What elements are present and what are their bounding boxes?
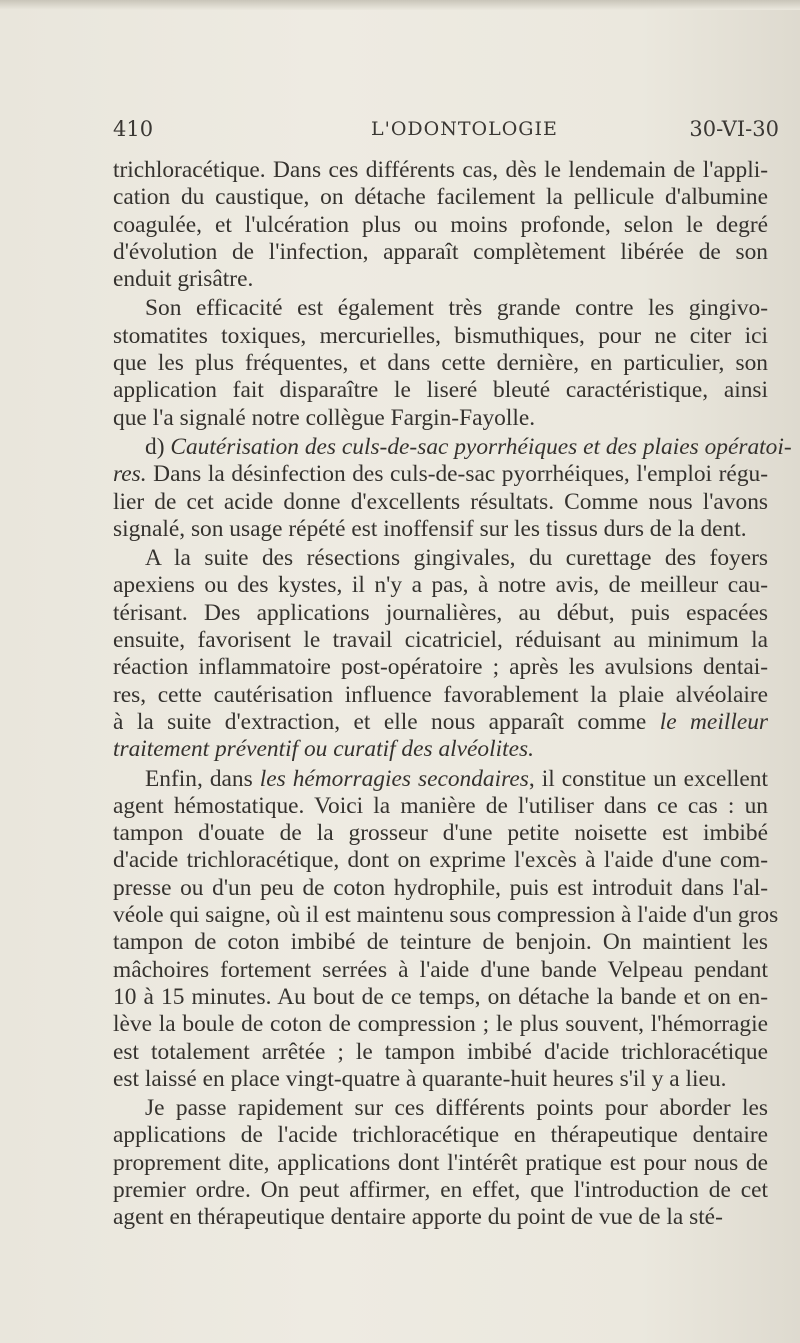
text-line	[113, 350, 768, 377]
issue-date: 30-VI-30	[689, 117, 779, 141]
paragraph	[113, 157, 768, 293]
text-run: premier ordre. On peut affirmer, en effet, que l'introduction de cet	[113, 1176, 768, 1203]
text-run: tampon de coton imbibé de teinture de benjoin. On maintient les	[113, 929, 768, 956]
text-line	[113, 184, 768, 211]
text-run: est totalement arrêtée ; le tampon imbibé d'acide trichloracétique	[113, 1038, 768, 1065]
text-line	[113, 295, 768, 322]
text-line	[113, 1204, 768, 1231]
text-run: ensuite, favorisent le travail cicatriciel, réduisant au minimum la	[113, 627, 768, 654]
text-line	[113, 516, 768, 543]
text-line	[113, 957, 768, 984]
text-line	[113, 682, 768, 709]
text-line	[113, 1150, 768, 1177]
text-run: agent en thérapeutique dentaire apporte du point de vue de la sté-	[113, 1204, 723, 1231]
text-run: applications de l'acide trichloracétique en thérapeutique dentaire	[113, 1122, 768, 1149]
text-line	[113, 212, 768, 239]
text-run: A la suite des résections gingivales, du curettage des foyers	[145, 545, 768, 572]
italic-text: traitement préventif ou curatif des alvéolites.	[113, 736, 534, 763]
text-run: agent hémostatique. Voici la manière de l'utiliser dans ce cas : un	[113, 792, 768, 819]
text-line	[113, 1066, 768, 1093]
text-line	[113, 902, 779, 929]
text-line	[113, 984, 768, 1011]
text-line	[113, 157, 768, 184]
text-line	[113, 600, 768, 627]
text-run: cation du caustique, on détache facilement la pellicule d'albumine	[113, 184, 768, 211]
journal-title: L'ODONTOLOGIE	[371, 118, 558, 140]
text-run: réaction inflammatoire post-opératoire ; après les avulsions dentai-	[113, 654, 768, 681]
text-run: tampon d'ouate de la grosseur d'une petite noisette est imbibé	[113, 820, 768, 847]
text-line	[113, 820, 768, 847]
text-line	[113, 572, 768, 599]
text-line	[113, 489, 768, 516]
paragraph	[113, 433, 792, 543]
text-run: presse ou d'un peu de coton hydrophile, puis est introduit dans l'al-	[113, 874, 768, 901]
text-line	[113, 929, 768, 956]
text-line	[113, 766, 768, 793]
paragraph	[113, 545, 768, 763]
text-line	[113, 627, 768, 654]
text-line	[113, 545, 768, 572]
text-run: stomatites toxiques, mercurielles, bismuthiques, pour ne citer ici	[113, 322, 768, 349]
italic-text: Cautérisation des culs-de-sac pyorrhéiques et des plaies opératoi-	[170, 433, 792, 460]
text-run: à la suite d'extraction, et elle nous apparaît comme	[113, 708, 660, 735]
text-line	[113, 323, 768, 350]
text-line	[113, 847, 768, 874]
paragraph	[113, 1095, 768, 1231]
paragraph	[113, 295, 768, 431]
text-run: res, cette cautérisation influence favorablement la plaie alvéolaire	[113, 681, 768, 708]
text-run: Dans la désinfection des culs-de-sac pyorrhéiques, l'emploi régu-	[146, 461, 768, 488]
paragraph	[113, 765, 779, 1094]
text-run: d'évolution de l'infection, apparaît complètement libérée de son	[113, 238, 768, 265]
text-run: Je passe rapidement sur ces différents points pour aborder les	[145, 1095, 768, 1122]
text-run: signalé, son usage répété est inoffensif sur les tissus durs de la dent.	[113, 515, 747, 542]
page-number: 410	[113, 117, 154, 141]
text-line	[113, 654, 768, 681]
text-line	[113, 875, 768, 902]
text-run: térisant. Des applications journalières, au début, puis espacées	[113, 599, 768, 626]
text-run: application fait disparaître le liseré bleuté caractéristique, ainsi	[113, 377, 768, 404]
text-run: , il constitue un excellent	[528, 765, 768, 792]
text-run: véole qui saigne, où il est maintenu sous compression à l'aide d'un gros	[113, 902, 779, 929]
running-head	[113, 117, 793, 147]
text-line	[113, 736, 768, 763]
text-run: Enfin, dans	[145, 765, 260, 792]
text-run: mâchoires fortement serrées à l'aide d'une bande Velpeau pendant	[113, 956, 768, 983]
text-run: est laissé en place vingt-quatre à quarante-huit heures s'il y a lieu.	[113, 1065, 727, 1092]
text-run: d)	[145, 433, 171, 460]
text-line	[113, 433, 792, 461]
italic-text: le meilleur	[659, 708, 768, 735]
body-text	[113, 157, 792, 1232]
text-run: Son efficacité est également très grande contre les gingivo-	[145, 295, 768, 322]
text-line	[113, 793, 768, 820]
text-run: enduit grisâtre.	[113, 266, 254, 293]
text-run: coagulée, et l'ulcération plus ou moins profonde, selon le degré	[113, 211, 768, 238]
text-run: trichloracétique. Dans ces différents cas, dès le lendemain de l'appli-	[113, 157, 768, 183]
text-run: lève la boule de coton de compression ; le plus souvent, l'hémorragie	[113, 1011, 768, 1038]
text-line	[113, 239, 768, 266]
italic-text: les hémorragies secondaires	[259, 765, 529, 792]
text-line	[113, 1011, 768, 1038]
text-run: que les plus fréquentes, et dans cette dernière, en particulier, son	[113, 350, 768, 377]
text-line	[113, 1039, 768, 1066]
text-line	[113, 377, 768, 404]
text-run: que l'a signalé notre collègue Fargin-Fayolle.	[113, 404, 536, 431]
text-run: apexiens ou des kystes, il n'y a pas, à notre avis, de meilleur cau-	[113, 572, 768, 599]
text-line	[113, 405, 768, 432]
text-line	[113, 1177, 768, 1204]
text-line	[113, 1095, 768, 1122]
text-line	[113, 266, 768, 293]
text-line	[113, 709, 768, 736]
text-run: 10 à 15 minutes. Au bout de ce temps, on détache la bande et on en-	[113, 983, 768, 1010]
text-line	[113, 461, 768, 488]
text-run: proprement dite, applications dont l'intérêt pratique est pour nous de	[113, 1149, 768, 1176]
page-top-edge	[0, 0, 800, 10]
text-run: d'acide trichloracétique, dont on exprime l'excès à l'aide d'une com-	[113, 847, 768, 874]
text-line	[113, 1122, 768, 1149]
italic-text: res.	[113, 461, 147, 488]
text-run: lier de cet acide donne d'excellents résultats. Comme nous l'avons	[113, 488, 768, 515]
